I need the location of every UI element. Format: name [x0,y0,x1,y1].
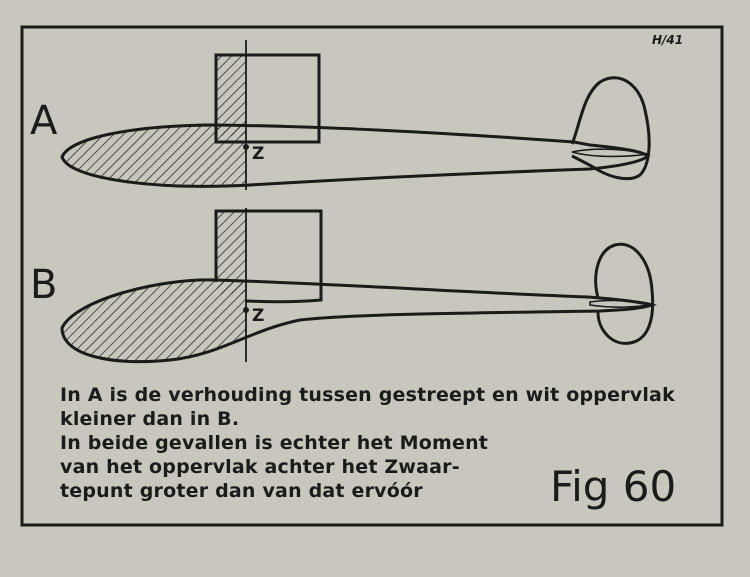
corner-mark: H/41 [652,33,684,47]
cg-point-a [243,144,249,150]
aircraft-b [62,208,653,362]
caption-line-4: van het oppervlak achter het Zwaar- [60,456,460,478]
z-label-a: Z [252,144,265,164]
caption-line-3: In beide gevallen is echter het Moment [60,432,489,454]
z-label-b: Z [252,306,265,326]
label-b: B [30,262,58,308]
hatched-area-fuselage-a [62,125,648,186]
label-a: A [30,98,58,144]
cg-point-b [243,307,249,313]
caption-line-2: kleiner dan in B. [60,408,240,430]
tail-fin-b [596,244,653,343]
hatched-area-fuselage-b [62,280,652,362]
caption-line-1: In A is de verhouding tussen gestreept en wit oppervlak [60,384,675,406]
hatched-area-wing-a [217,56,246,136]
figure-number: Fig 60 [550,462,677,511]
aircraft-a [62,40,649,190]
caption-line-5: tepunt groter dan van dat ervóór [60,480,423,502]
tail-fin-a [572,78,649,179]
hatched-area-wing-b [217,212,246,294]
